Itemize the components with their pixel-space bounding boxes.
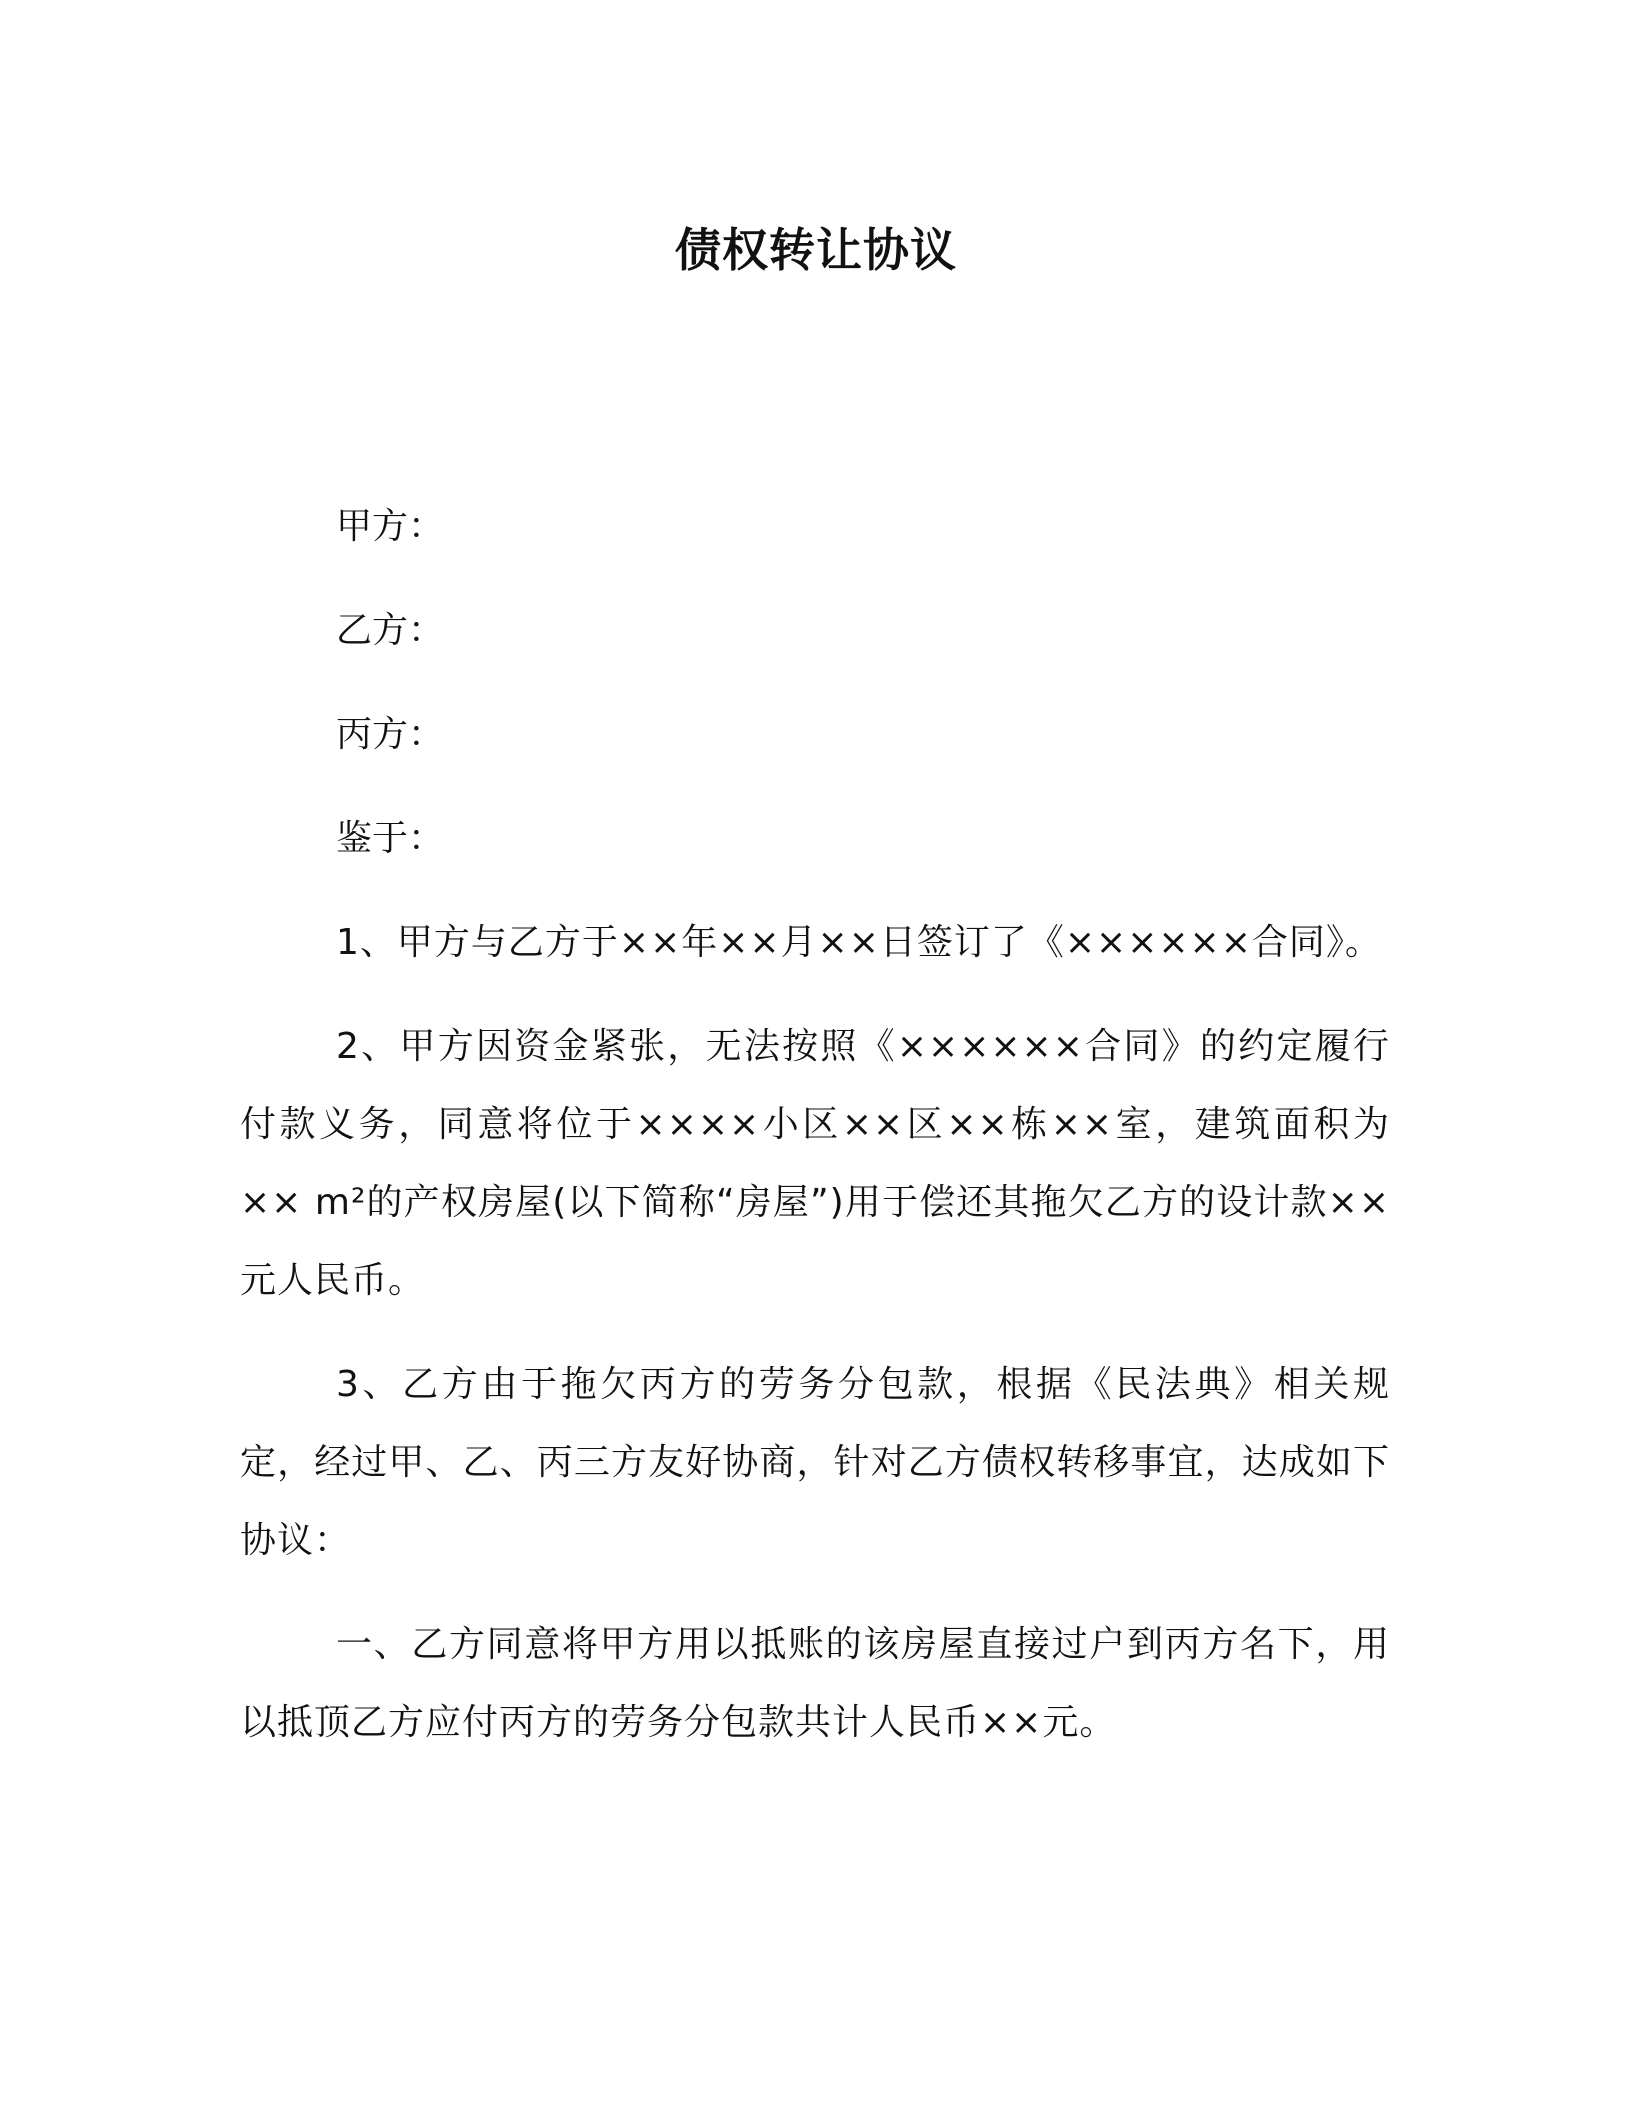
clause-1: 一、乙方同意将甲方用以抵账的该房屋直接过户到丙方名下，用以抵顶乙方应付丙方的劳务分包款共计人民币××元。 [240, 1624, 1390, 1743]
paragraph-1: 1、甲方与乙方于××年××月××日签订了《××××××合同》。 [336, 922, 1382, 963]
document-body [240, 488, 1390, 1788]
party-c-label: 丙方： [336, 714, 445, 755]
document-title: 债权转让协议 [675, 223, 957, 277]
whereas-label: 鉴于： [336, 818, 445, 859]
party-a-label: 甲方： [336, 506, 445, 547]
party-b-label: 乙方： [336, 610, 445, 651]
paragraph-3: 3、乙方由于拖欠丙方的劳务分包款，根据《民法典》相关规定，经过甲、乙、丙三方友好协商，针对乙方债权转移事宜，达成如下协议： [240, 1364, 1390, 1561]
paragraph-2: 2、甲方因资金紧张，无法按照《××××××合同》的约定履行付款义务，同意将位于××××小区××区××栋××室，建筑面积为×× m²的产权房屋(以下简称“房屋”)用于偿还其拖欠乙方的设计款××元人民币。 [240, 1026, 1390, 1301]
